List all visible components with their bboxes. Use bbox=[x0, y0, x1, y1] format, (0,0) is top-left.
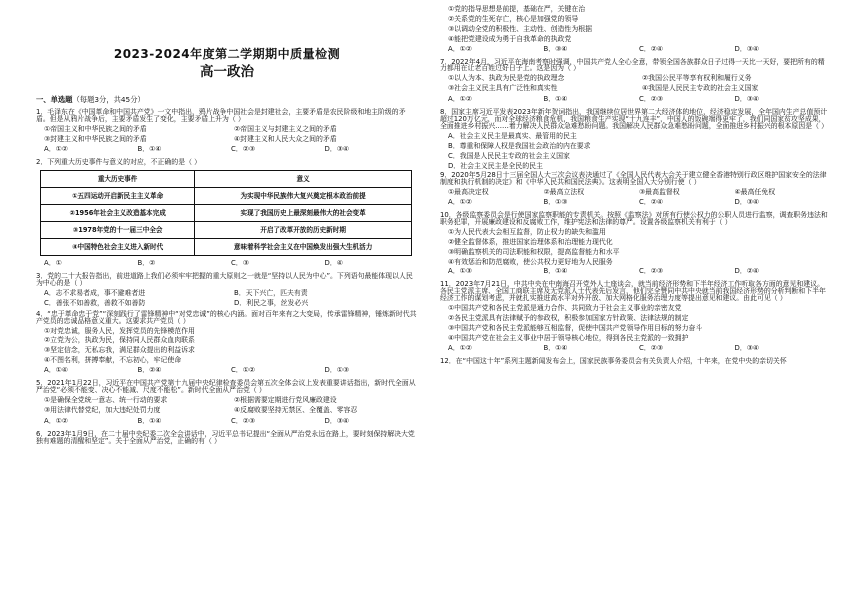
question-5-options bbox=[44, 397, 418, 414]
question-9-choices bbox=[448, 199, 830, 206]
question-11-option: ③中国共产党和各民主党派能够互相监督，促使中国共产党领导作用目标的努力奋斗 bbox=[448, 323, 703, 332]
table-cell: 意味着科学社会主义在中国焕发出强大生机活力 bbox=[195, 239, 412, 256]
question-1 bbox=[36, 109, 418, 154]
question-2-stem: 2．下列重大历史事件与意义的对应，不正确的是（ ） bbox=[36, 158, 202, 167]
table-row bbox=[41, 222, 412, 239]
choice: B．②④ bbox=[137, 366, 162, 375]
question-3-stem: 3．党的二十大报告指出，前进道路上我们必须牢牢把握的重大原则之一就是“坚持以人民为中心”。下列语句最能体现以人民为中心的是（ ） bbox=[36, 272, 413, 288]
question-1-option: ③封建主义和中华民族之间的矛盾 bbox=[44, 134, 147, 143]
right-column bbox=[440, 6, 830, 368]
question-7-choices bbox=[448, 96, 830, 103]
question-11-option: ④中国共产党在社会主义事业中居于领导核心地位，得到各民主党派的一致拥护 bbox=[448, 333, 689, 342]
question-10 bbox=[440, 212, 830, 275]
question-4-option: ①对党忠诚，服务人民，发挥党员的先锋模范作用 bbox=[44, 326, 195, 335]
question-4-choices bbox=[44, 367, 418, 374]
choice: A．①② bbox=[448, 95, 472, 104]
question-5-option: ①是确保全党统一意志、统一行动的要求 bbox=[44, 395, 168, 404]
history-events-table bbox=[40, 170, 412, 256]
table-row bbox=[41, 188, 412, 205]
question-7-stem: 7．2022年4月，习近平在海南考察时强调，中国共产党人全心全意，带领全国各族群众日子过得一天比一天好，要把所有的精力都用在让老百姓过好日子上。这是因为（ ） bbox=[440, 57, 825, 73]
question-5-option: ④反腐败要坚持无禁区、全覆盖、零容忍 bbox=[234, 405, 358, 414]
question-11-stem: 11．2023年7月21日，中共中央在中南海召开党外人士座谈会，就当前经济形势和下半年经济工作听取各方面的意见和建议。各民主党派主席、全国工商联主席及无党派人士代表先后发言，他们完全赞同中共中央就当前我国经济形势的分析判断和下半年经济工作的谋划考虑，并就扎实推进高水平对外开放、加大网格化服务治理力度等提出意见和建议。由此可见（ ） bbox=[440, 280, 826, 303]
question-10-option: ④有效惩治和防范腐败，使公共权力更好地为人民服务 bbox=[448, 257, 613, 266]
choice: A．①② bbox=[448, 198, 472, 207]
section-heading bbox=[36, 96, 418, 103]
table-header: 意义 bbox=[195, 171, 412, 188]
choice: B．①④ bbox=[137, 145, 162, 154]
choice: C．③ bbox=[231, 259, 249, 268]
question-9-option: ①最高决定权 bbox=[448, 188, 489, 197]
question-5-option: ②根据需要定期进行党风廉政建设 bbox=[234, 395, 337, 404]
choice: C．②④ bbox=[639, 198, 664, 207]
choice: B．①④ bbox=[543, 343, 568, 352]
question-1-option: ②帝国主义与封建主义之间的矛盾 bbox=[234, 124, 337, 133]
choice: C．②③ bbox=[639, 343, 664, 352]
table-header-row bbox=[41, 171, 412, 188]
choice: D．③④ bbox=[734, 44, 760, 53]
question-8-options bbox=[448, 133, 830, 170]
choice: D．②④ bbox=[734, 267, 760, 276]
choice: D．③④ bbox=[324, 145, 350, 154]
table-cell: 为实现中华民族伟大复兴奠定根本政治前提 bbox=[195, 188, 412, 205]
choice: C．②③ bbox=[639, 267, 664, 276]
question-3-option: A．志不求易者成，事不避难者进 bbox=[44, 288, 146, 297]
question-3-option: C．善张不如善救，善救不如善防 bbox=[44, 298, 146, 307]
choice: B．② bbox=[137, 259, 156, 268]
left-column bbox=[36, 0, 418, 447]
section-note: （每题3分，共45分） bbox=[72, 94, 145, 104]
question-9-option: ③最高监督权 bbox=[639, 188, 680, 197]
question-6-choices bbox=[448, 46, 830, 53]
table-cell: 实现了我国历史上最深刻最伟大的社会变革 bbox=[195, 205, 412, 222]
question-10-choices bbox=[448, 268, 830, 275]
question-4-option: ②立党为公，执政为民，保持同人民群众血肉联系 bbox=[44, 336, 195, 345]
question-11-option: ①中国共产党和各民主党派是通力合作、共同致力于社会主义事业的亲密友党 bbox=[448, 304, 682, 313]
question-7-option: ①以人为本、执政为民是党的执政理念 bbox=[448, 74, 565, 83]
choice: C．②③ bbox=[231, 416, 256, 425]
table-cell: ①五四运动开启新民主主义革命 bbox=[41, 188, 195, 205]
question-5-stem: 5．2021年1月22日，习近平在中国共产党第十九届中央纪律检查委员会第五次全体会议上发表重要讲话指出，新时代全面从严治党“必须不能变、决心不能减、尺度不能松”。新时代全面从严治党（ ） bbox=[36, 379, 416, 395]
choice: B．③④ bbox=[543, 44, 568, 53]
question-10-option: ①为人民代表大会相互监督，防止权力的缺失和滥用 bbox=[448, 227, 606, 236]
choice: C．②④ bbox=[639, 44, 664, 53]
choice: C．②③ bbox=[639, 95, 664, 104]
choice: A．①② bbox=[44, 145, 68, 154]
choice: A．①④ bbox=[44, 366, 68, 375]
question-8-option: D．社会主义民主是全民的民主 bbox=[448, 161, 543, 170]
question-10-option: ③明确监察机关的司法职能和权限，提高监督能力和水平 bbox=[448, 247, 620, 256]
choice: A．①② bbox=[44, 416, 68, 425]
table-cell: ②1956年社会主义改造基本完成 bbox=[41, 205, 195, 222]
table-row bbox=[41, 205, 412, 222]
question-7 bbox=[440, 59, 830, 104]
question-8-option: A．社会主义民主是最真实、最管用的民主 bbox=[448, 131, 577, 140]
question-4-options bbox=[44, 328, 418, 365]
question-6-option: ③以调动全党的积极性、主动性、创造性为根据 bbox=[448, 24, 592, 33]
choice: A．①② bbox=[448, 44, 472, 53]
choice: C．①② bbox=[231, 366, 256, 375]
question-4-option: ③坚定信念，无私忘我，满足群众提出的利益诉求 bbox=[44, 346, 195, 355]
question-11 bbox=[440, 281, 830, 351]
question-9 bbox=[440, 172, 830, 206]
question-5-option: ③用法律代替党纪，加大违纪处罚力度 bbox=[44, 405, 161, 414]
question-4 bbox=[36, 311, 418, 374]
question-7-options bbox=[448, 75, 830, 92]
question-9-options bbox=[448, 189, 830, 196]
question-7-option: ③社会主义民主具有广泛性和真实性 bbox=[448, 84, 558, 93]
choice: B．①③ bbox=[543, 198, 568, 207]
exam-subject: 高一政治 bbox=[200, 64, 254, 80]
question-4-stem: 4．“忠于革命忠于党”“深刻践行了雷锋精神中“对党忠诚”的核心内涵。面对百年来有之大变局，传承雷锋精神，锤炼新时代共产党员的忠诚品格意义重大。这要求共产党员（ ） bbox=[36, 309, 417, 325]
question-1-option: ①帝国主义和中华民族之间的矛盾 bbox=[44, 124, 147, 133]
question-8-stem: 8．国家主席习近平发表2023年新年贺词指出，我国继续位居世界第二大经济体的地位，经济稳定发展，全年国内生产总值预计超过120万亿元，而对全球经济粮食危机，我国粮食生产实现“十九连丰”，中国人的饭碗端得更牢了，我们同国家贫攻坚成果，全面推进乡村振兴……着力解决人民群众急难愁盼问题。我国解决人民群众急难愁盼问题，全面推进乡村振兴的根本原因是（ ） bbox=[440, 108, 829, 130]
question-3-options bbox=[44, 290, 418, 307]
question-6-option: ②关系党的生死存亡，核心是加强党的领导 bbox=[448, 14, 579, 23]
table-cell: ③1978年党的十一届三中全会 bbox=[41, 222, 195, 239]
table-row bbox=[41, 239, 412, 256]
question-1-stem: 1．毛泽东在《中国革命和中国共产党》一文中指出，鸦片战争中国社会是封建社会，主要矛盾是农民阶级和地主阶级的矛盾。但是从鸦片战争后，主要矛盾发生了变化，主要矛盾上升为（ ） bbox=[36, 107, 406, 123]
choice: D．③④ bbox=[734, 198, 760, 207]
exam-header bbox=[36, 48, 418, 80]
question-11-choices bbox=[448, 345, 830, 352]
choice: A．①③ bbox=[448, 267, 472, 276]
question-11-options bbox=[448, 305, 830, 342]
question-12 bbox=[440, 358, 830, 365]
question-2-choices bbox=[44, 260, 418, 267]
question-3-option: B．天下兴亡，匹夫有责 bbox=[234, 288, 308, 297]
question-9-stem: 9．2020年5月28日十三届全国人大三次会议表决通过了《全国人民代表大会关于建立健全香港特别行政区维护国家安全的法律制度和执行机制的决定》和《中华人民共和国民法典》。这表明全国人大分别行使（ ） bbox=[440, 171, 827, 187]
choice: A．①② bbox=[448, 343, 472, 352]
question-6-options bbox=[448, 6, 830, 43]
exam-title: 2023-2024年度第二学期期中质量检测 bbox=[113, 47, 341, 61]
question-3 bbox=[36, 273, 418, 307]
question-9-option: ②最高立法权 bbox=[543, 188, 585, 197]
choice: D．③④ bbox=[734, 343, 760, 352]
question-10-option: ②健全监督体系，推进国家治理体系和治理能力现代化 bbox=[448, 237, 613, 246]
question-9-option: ④最高任免权 bbox=[734, 188, 776, 197]
choice: D．③④ bbox=[324, 416, 350, 425]
question-1-choices bbox=[44, 146, 418, 153]
question-5 bbox=[36, 380, 418, 425]
choice: A．① bbox=[44, 259, 62, 268]
choice: B．①④ bbox=[543, 95, 568, 104]
table-header: 重大历史事件 bbox=[41, 171, 195, 188]
question-8-option: C．我国是人民民主专政的社会主义国家 bbox=[448, 151, 570, 160]
question-12-stem: 12．在“中国这十年”系列主题新闻发布会上，国家民族事务委员会有关负责人介绍，十年来，在党中央的亲切关怀 bbox=[440, 356, 787, 365]
question-2 bbox=[36, 159, 418, 267]
table-cell: ④中国特色社会主义进入新时代 bbox=[41, 239, 195, 256]
choice: D．④ bbox=[324, 259, 343, 268]
choice: C．②③ bbox=[231, 145, 256, 154]
question-6-stem: 6．2023年1月9日，在二十届中央纪委二次全会讲话中，习近平总书记提出“全面从严治党永远在路上，要时刻保持解决大党独有难题的清醒和坚定”。关于全面从严治党，正确的有（ ） bbox=[36, 429, 415, 445]
question-11-option: ②各民主党派具有法律赋予的参政权，积极参加国家方针政策、法律法规的制定 bbox=[448, 314, 689, 322]
question-6-option: ④能把党建设成为勇于自我革命的执政党 bbox=[448, 34, 572, 43]
question-6 bbox=[36, 431, 418, 445]
choice: B．①④ bbox=[137, 416, 162, 425]
choice: B．①④ bbox=[543, 267, 568, 276]
question-4-option: ④不图名利，拼搏奉献，不忘初心，牢记使命 bbox=[44, 356, 182, 365]
question-5-choices bbox=[44, 418, 418, 425]
question-8-option: B．尊重和保障人权是我国社会政治的内在要求 bbox=[448, 141, 591, 150]
question-7-option: ④我国是人民民主专政的社会主义国家 bbox=[642, 84, 759, 93]
choice: D．③④ bbox=[734, 95, 760, 104]
question-1-option: ④封建主义和人民大众之间的矛盾 bbox=[234, 134, 337, 143]
question-10-options bbox=[448, 229, 830, 266]
question-1-options bbox=[44, 126, 418, 143]
choice: D．①③ bbox=[324, 366, 350, 375]
question-10-stem: 10．各级监察委员会是行使国家监察职能的专责机关。按照《监察法》对所有行使公权力的公职人员进行监察，调查职务违法和职务犯罪，开展廉政建设和反腐败工作，维护宪法和法律的尊严。设置各级监察机关有利于（ ） bbox=[440, 211, 828, 226]
question-3-option: D．利民之事，丝发必兴 bbox=[234, 298, 309, 307]
question-8 bbox=[440, 109, 830, 169]
question-6-option: ①党的指导思想是前提，基础在严，关键在治 bbox=[448, 5, 586, 13]
section-label: 一、单选题 bbox=[36, 94, 73, 104]
table-cell: 开启了改革开放的历史新时期 bbox=[195, 222, 412, 239]
question-7-option: ②我国公民平等享有权利和履行义务 bbox=[642, 74, 752, 83]
